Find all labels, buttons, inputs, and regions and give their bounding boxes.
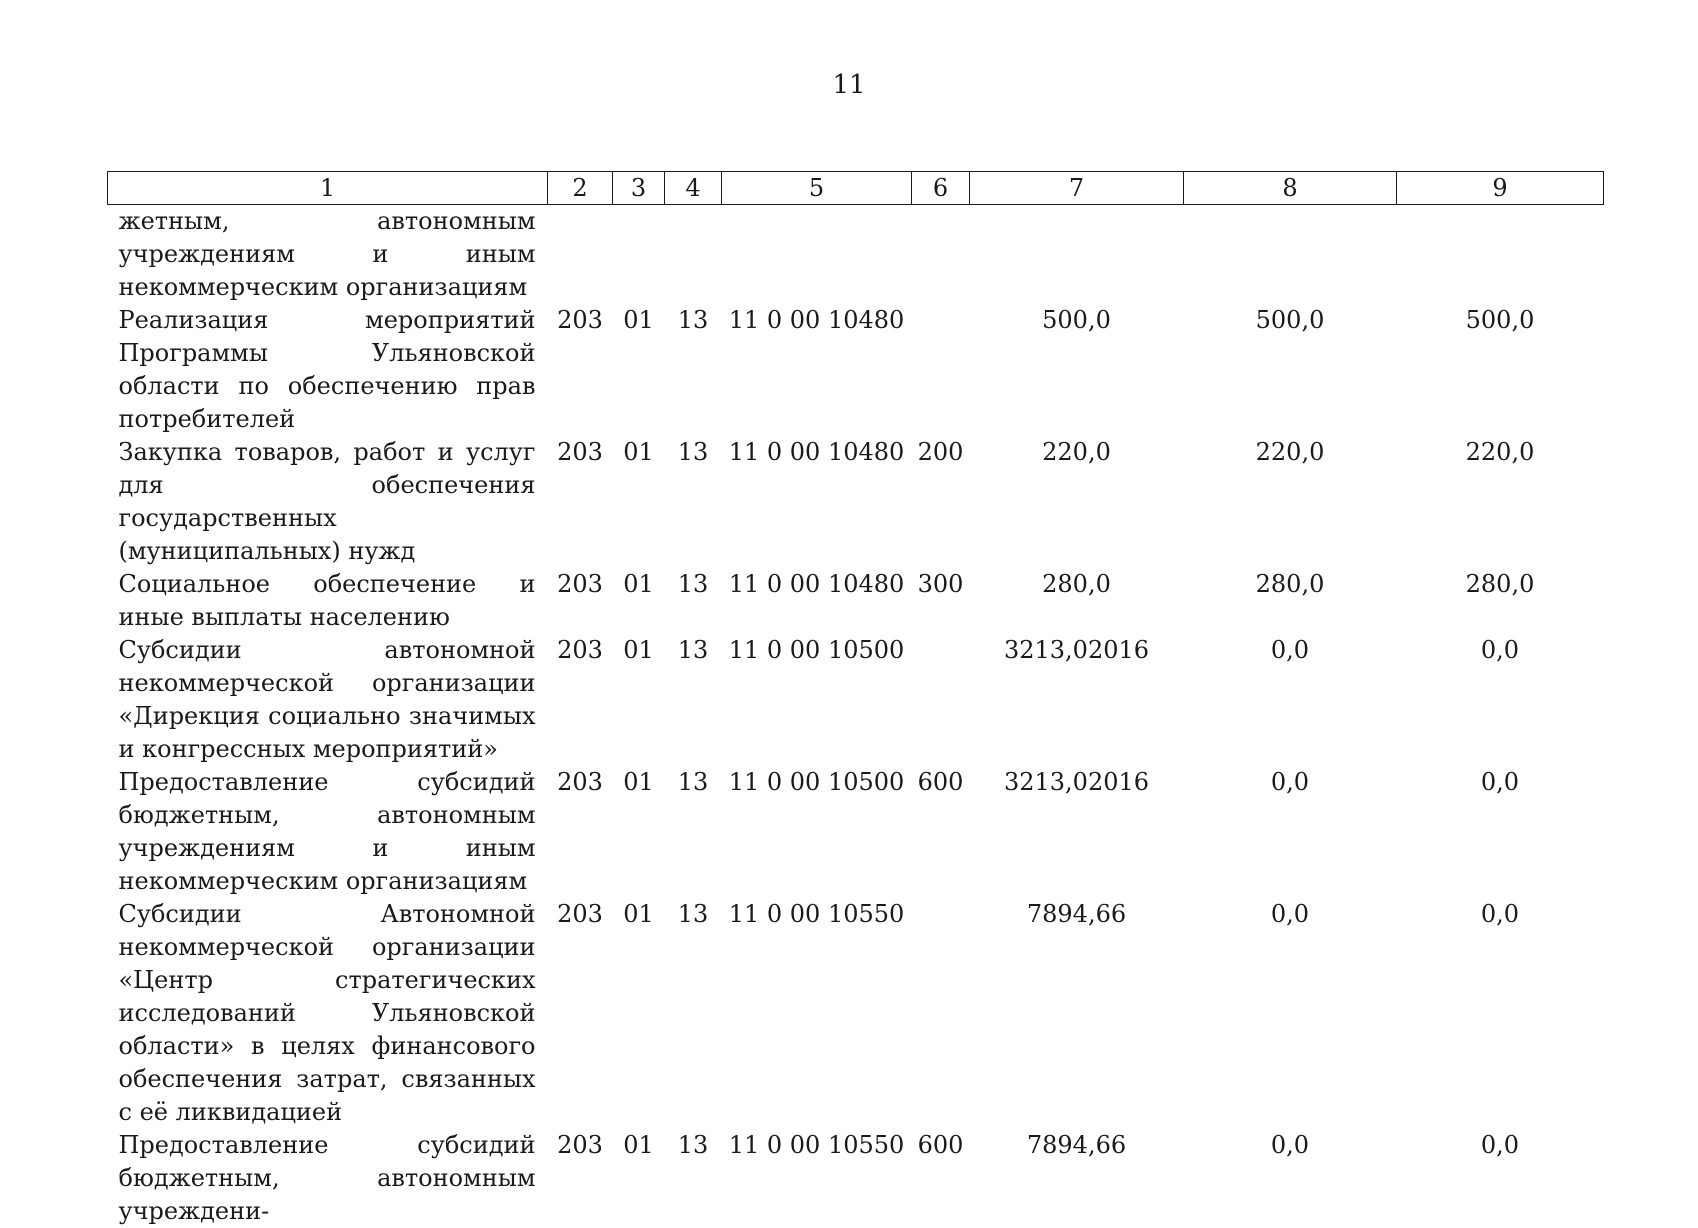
column-header: 5	[722, 172, 912, 205]
cell-ministry: 203	[557, 570, 603, 598]
table-row	[108, 1129, 1604, 1228]
cell-section: 01	[623, 306, 654, 334]
cell-section	[613, 205, 665, 305]
cell-subsection: 13	[677, 570, 709, 598]
cell-amount-col8	[1184, 205, 1397, 305]
cell-amount-col7	[970, 205, 1184, 305]
cell-amount-col7: 7894,66	[1026, 1131, 1127, 1159]
cell-amount-col8: 500,0	[1255, 306, 1325, 334]
cell-amount-col9: 0,0	[1480, 1131, 1520, 1159]
table-row	[108, 205, 1604, 305]
row-name: жетным, автономным учреждениям и иным некоммерческим организациям	[118, 207, 536, 301]
cell-amount-col8: 280,0	[1255, 570, 1325, 598]
cell-subsection: 13	[677, 306, 709, 334]
cell-amount-col8: 0,0	[1270, 636, 1310, 664]
cell-subsection: 13	[677, 438, 709, 466]
cell-subsection	[665, 205, 722, 305]
cell-section: 01	[623, 570, 654, 598]
row-name: Социальное обеспечение и иные выплаты населению	[118, 570, 536, 631]
row-name: Реализация мероприятий Программы Ульяновской области по обеспечению прав потребителей	[118, 306, 536, 433]
cell-subsection: 13	[677, 768, 709, 796]
cell-expense-type: 600	[917, 1131, 964, 1159]
cell-amount-col7: 500,0	[1042, 306, 1111, 334]
cell-expense-type: 600	[917, 768, 964, 796]
column-header: 8	[1184, 172, 1397, 205]
budget-table	[107, 171, 1604, 1228]
column-header: 6	[912, 172, 970, 205]
cell-amount-col7: 220,0	[1042, 438, 1111, 466]
cell-subsection: 13	[677, 636, 709, 664]
cell-expense-type	[912, 304, 970, 436]
column-header: 9	[1397, 172, 1604, 205]
page-number: 11	[832, 70, 866, 100]
cell-ministry: 203	[557, 1131, 603, 1159]
cell-ministry: 203	[557, 306, 603, 334]
cell-expense-type: 300	[917, 570, 964, 598]
cell-target-article: 11 0 00 10480	[728, 306, 905, 334]
row-name: Закупка товаров, работ и услуг для обеспечения государственных (муниципальных) нужд	[118, 438, 536, 565]
table-row	[108, 568, 1604, 634]
cell-amount-col7: 7894,66	[1026, 900, 1127, 928]
table-row	[108, 634, 1604, 766]
cell-section: 01	[623, 900, 654, 928]
table-row	[108, 766, 1604, 898]
cell-target-article: 11 0 00 10500	[728, 768, 905, 796]
cell-subsection: 13	[677, 900, 709, 928]
cell-amount-col8: 0,0	[1270, 1131, 1310, 1159]
cell-target-article: 11 0 00 10550	[728, 900, 905, 928]
column-header: 7	[970, 172, 1184, 205]
cell-expense-type	[912, 634, 970, 766]
cell-section: 01	[623, 1131, 654, 1159]
cell-amount-col7: 280,0	[1042, 570, 1111, 598]
cell-amount-col9: 0,0	[1480, 768, 1520, 796]
cell-expense-type: 200	[917, 438, 964, 466]
cell-amount-col7: 3213,02016	[1003, 636, 1150, 664]
cell-amount-col9: 0,0	[1480, 636, 1520, 664]
column-header: 3	[613, 172, 665, 205]
cell-ministry: 203	[557, 438, 603, 466]
row-name: Предоставление субсидий бюджетным, автономным учреждениям и иным некоммерческим организациям	[118, 768, 536, 895]
row-name: Субсидии Автономной некоммерческой организации «Центр стратегических исследований Ульяновской области» в целях финансового обеспечения затрат, связанных с её ликвидацией	[118, 900, 536, 1126]
cell-ministry: 203	[557, 636, 603, 664]
cell-amount-col8: 0,0	[1270, 768, 1310, 796]
header-row	[108, 172, 1604, 205]
cell-ministry	[548, 205, 613, 305]
cell-amount-col9: 220,0	[1465, 438, 1535, 466]
cell-section: 01	[623, 768, 654, 796]
row-name: Предоставление субсидий бюджетным, автономным учреждени-	[118, 1131, 536, 1225]
column-header: 4	[665, 172, 722, 205]
cell-subsection: 13	[677, 1131, 709, 1159]
cell-target-article: 11 0 00 10480	[728, 438, 905, 466]
column-header: 2	[548, 172, 613, 205]
table-row	[108, 436, 1604, 568]
cell-section: 01	[623, 438, 654, 466]
cell-target-article	[722, 205, 912, 305]
cell-amount-col9: 500,0	[1465, 306, 1535, 334]
cell-amount-col8: 0,0	[1270, 900, 1310, 928]
cell-section: 01	[623, 636, 654, 664]
cell-amount-col9	[1397, 205, 1604, 305]
cell-ministry: 203	[557, 768, 603, 796]
table-row	[108, 304, 1604, 436]
cell-amount-col8: 220,0	[1255, 438, 1325, 466]
cell-target-article: 11 0 00 10480	[728, 570, 905, 598]
cell-ministry: 203	[557, 900, 603, 928]
cell-target-article: 11 0 00 10500	[728, 636, 905, 664]
cell-target-article: 11 0 00 10550	[728, 1131, 905, 1159]
table-row	[108, 898, 1604, 1129]
row-name: Субсидии автономной некоммерческой организации «Дирекция социально значимых и конгрессных мероприятий»	[118, 636, 536, 763]
cell-expense-type	[912, 205, 970, 305]
cell-amount-col7: 3213,02016	[1003, 768, 1150, 796]
cell-amount-col9: 0,0	[1480, 900, 1520, 928]
cell-amount-col9: 280,0	[1465, 570, 1535, 598]
column-header: 1	[108, 172, 548, 205]
cell-expense-type	[912, 898, 970, 1129]
